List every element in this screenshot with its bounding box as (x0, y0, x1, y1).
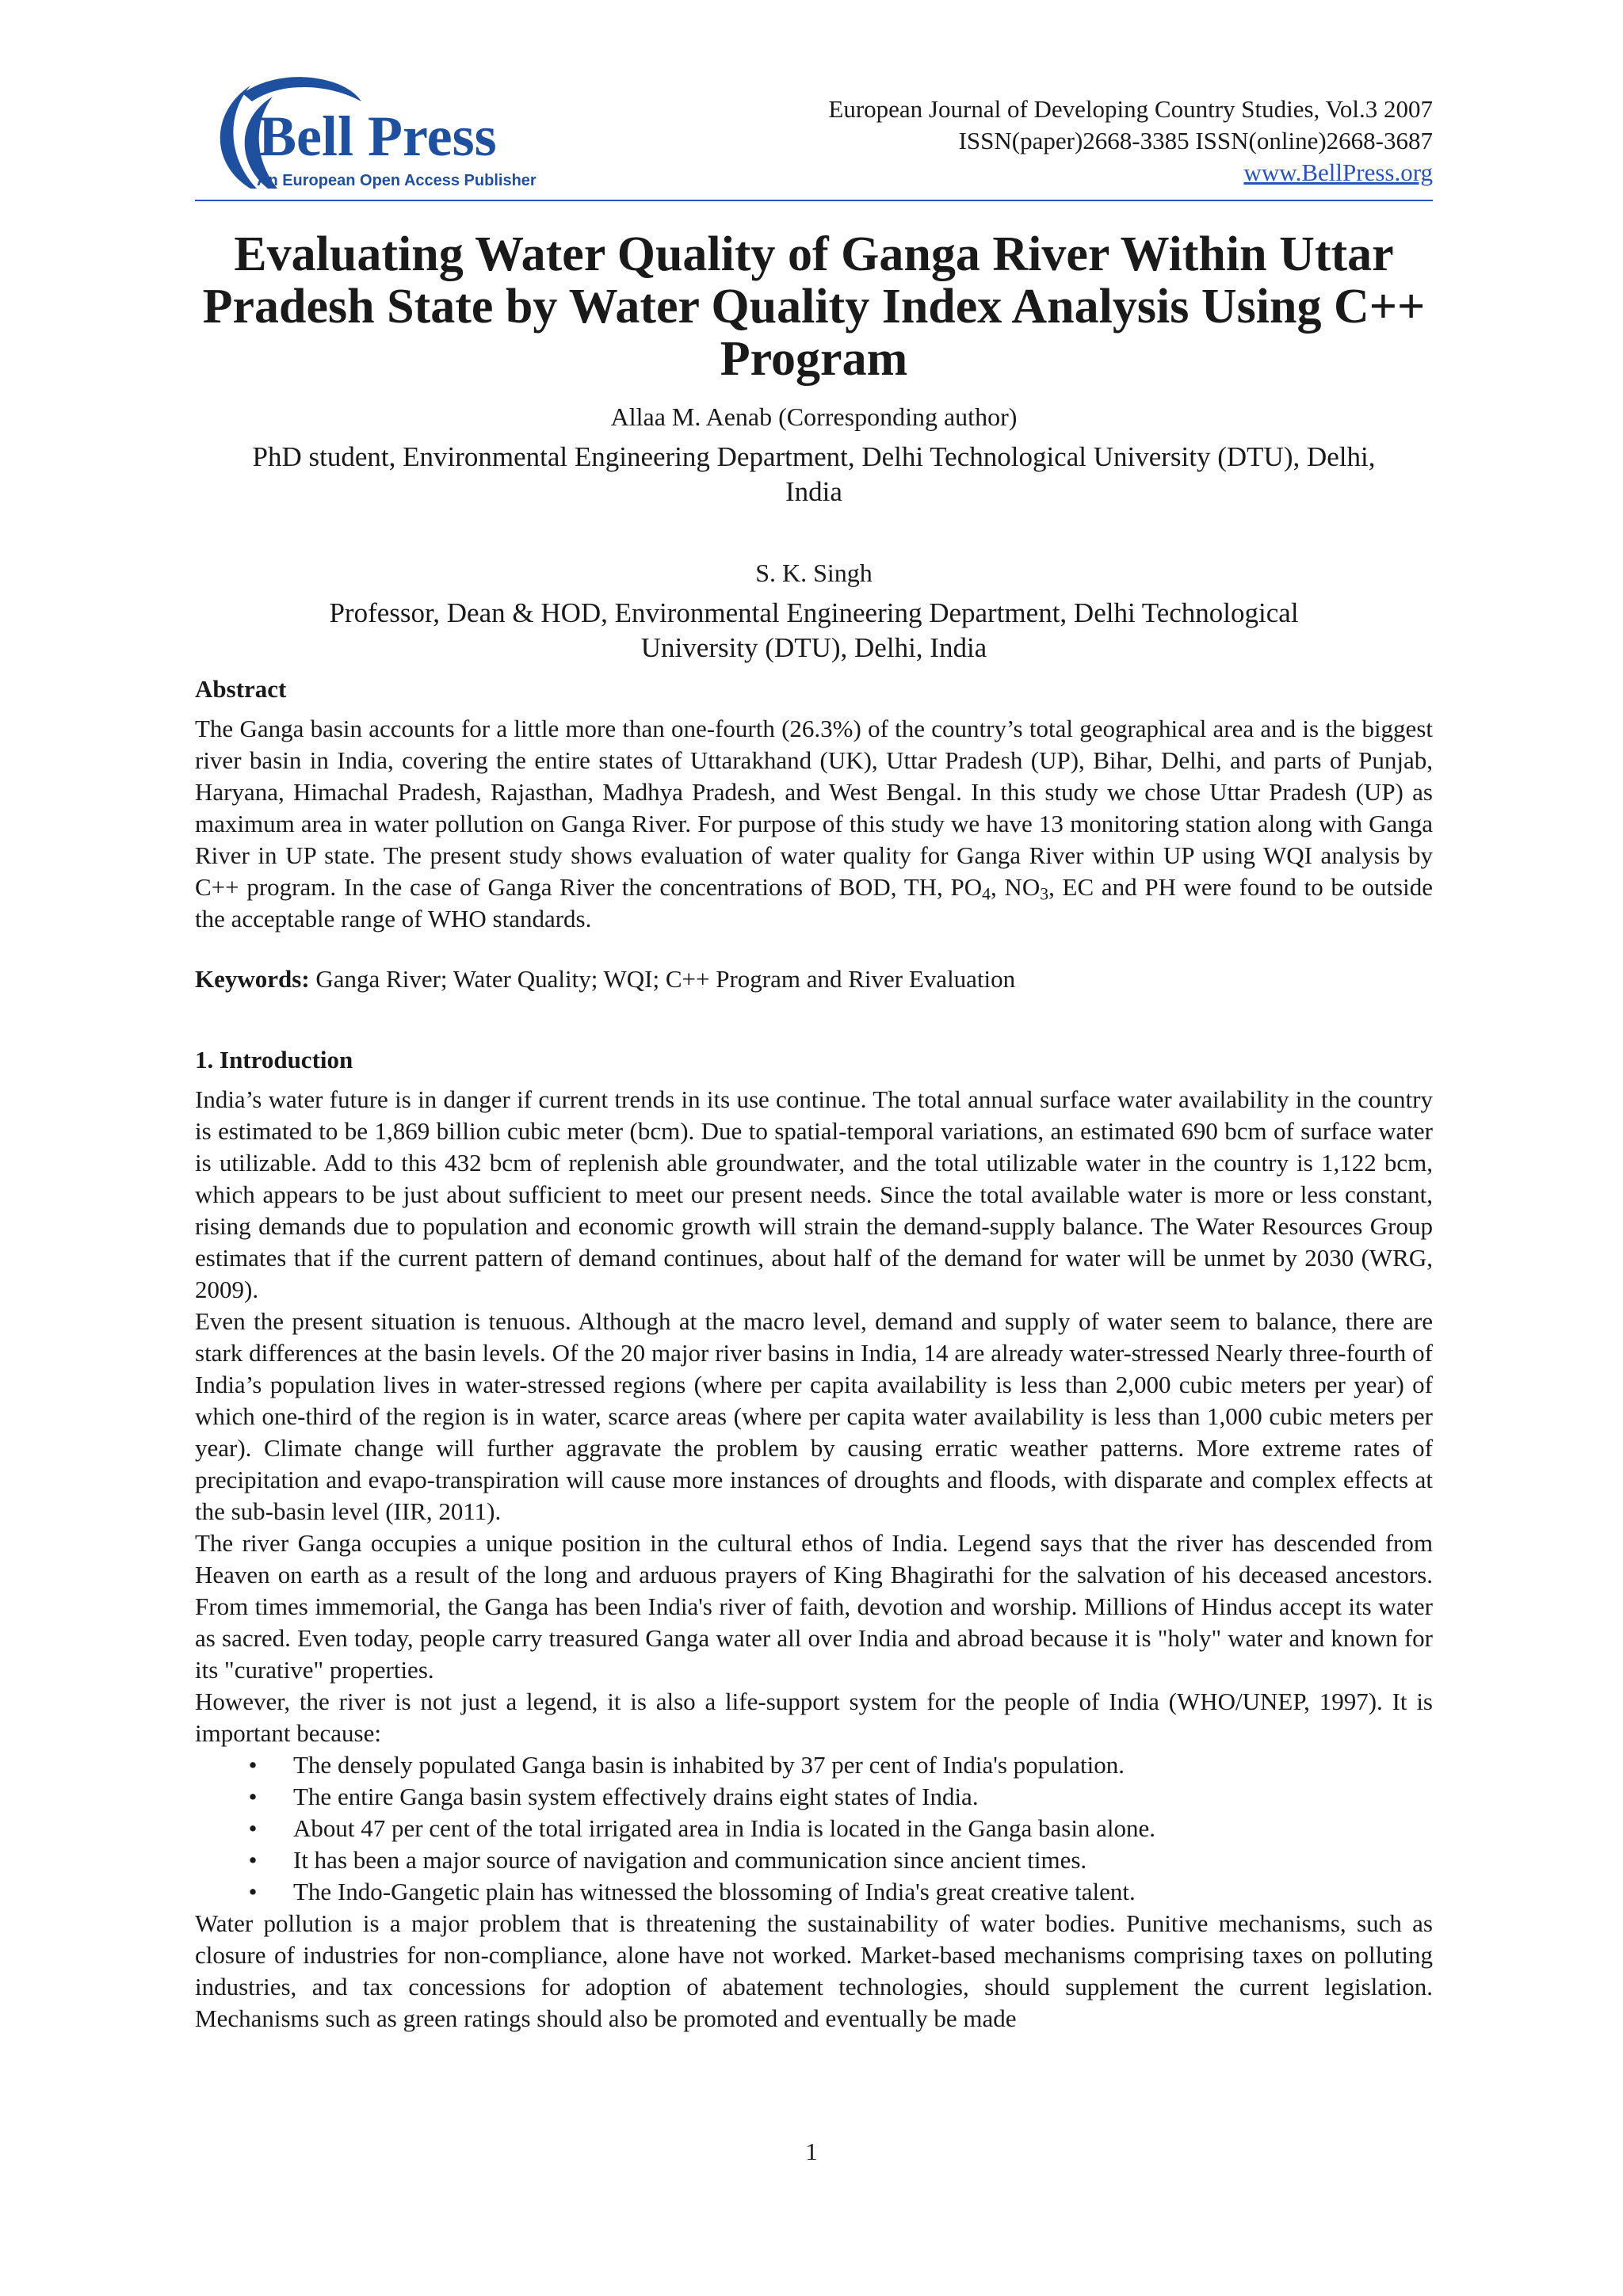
list-item-text: It has been a major source of navigation and communication since ancient times. (293, 1846, 1087, 1874)
affiliation-line: Professor, Dean & HOD, Environmental Engineering Department, Delhi Technological (329, 597, 1299, 628)
keywords-text: Ganga River; Water Quality; WQI; C++ Program and River Evaluation (309, 965, 1016, 993)
logo-tagline: An European Open Access Publisher (257, 172, 537, 189)
keywords-label: Keywords: (195, 965, 310, 993)
author-1: Allaa M. Aenab (Corresponding author) (610, 402, 1018, 431)
list-item (195, 1844, 1433, 1876)
title-line: Evaluating Water Quality of Ganga River Within Uttar (234, 227, 1394, 281)
intro-closing-paragraph: Water pollution is a major problem that is threatening the sustainability of water bodies. Punitive mechanisms, such as closure of industries for non-compliance, alone have not worked. Market-based mechanisms comprising taxes on polluting industries, and tax concessions for adoption of abatement technologies, should supplement the current legislation. Mechanisms such as green ratings should also be promoted and eventually be made (195, 1909, 1433, 2032)
affiliation-2 (195, 596, 1433, 666)
bullet-icon: • (248, 1846, 258, 1874)
list-item-text: About 47 per cent of the total irrigated area in India is located in the Ganga basin alone. (293, 1814, 1156, 1842)
journal-info (828, 93, 1433, 189)
subscript: 3 (1040, 884, 1049, 904)
paper-title (195, 228, 1433, 385)
list-item (195, 1749, 1433, 1781)
title-line: Pradesh State by Water Quality Index Analysis Using C++ (202, 280, 1426, 334)
intro-paragraph: India’s water future is in danger if current trends in its use continue. The total annual surface water availability in the country is estimated to be 1,869 billion cubic meter (bcm). Due to spatial-temporal variations, an estimated 690 bcm of surface water is utilizable. Add to this 432 bcm of replenish able groundwater, and the total utilizable water in the country is 1,122 bcm, which appears to be just about sufficient to meet our present needs. Since the total available water is more or less constant, rising demands due to population and economic growth will strain the demand-supply balance. The Water Resources Group estimates that if the current pattern of demand continues, about half of the demand for water will be unmet by 2030 (WRG, 2009). (195, 1085, 1433, 1303)
affiliation-line: University (DTU), Delhi, India (640, 632, 987, 663)
list-item (195, 1813, 1433, 1844)
importance-list (195, 1749, 1433, 1908)
list-item-text: The Indo-Gangetic plain has witnessed the blossoming of India's great creative talent. (293, 1878, 1136, 1905)
abstract-text-end: , EC and PH were found to be outside the acceptable range of WHO standards. (195, 873, 1433, 933)
list-item-text: The densely populated Ganga basin is inhabited by 37 per cent of India's population. (293, 1751, 1125, 1779)
logo-name: Bell Press (258, 105, 497, 168)
header-divider (195, 200, 1433, 201)
keywords (195, 963, 1433, 995)
bullet-icon: • (248, 1814, 258, 1842)
bell-press-logo (195, 70, 575, 204)
paper-body (195, 673, 1433, 2035)
journal-issn: ISSN(paper)2668-3385 ISSN(online)2668-3687 (958, 127, 1433, 154)
intro-paragraph: However, the river is not just a legend, it is also a life-support system for the people of India (WHO/UNEP, 1997). It is important because: (195, 1688, 1433, 1747)
list-item (195, 1781, 1433, 1813)
affiliation-line: PhD student, Environmental Engineering Department, Delhi Technological University (DTU), Delhi, (252, 441, 1376, 472)
page-number: 1 (805, 2138, 818, 2165)
author-2: S. K. Singh (755, 559, 873, 587)
affiliation-line: India (785, 476, 842, 507)
title-line: Program (720, 332, 908, 386)
subscript: 4 (982, 884, 991, 904)
bullet-icon: • (248, 1783, 258, 1810)
affiliation-1 (195, 440, 1433, 509)
abstract-heading: Abstract (195, 675, 287, 703)
introduction-heading: 1. Introduction (195, 1046, 353, 1074)
abstract-text (195, 713, 1433, 935)
journal-url-link[interactable]: www.BellPress.org (1243, 158, 1433, 186)
bullet-icon: • (248, 1878, 258, 1905)
journal-title: European Journal of Developing Country Studies, Vol.3 2007 (828, 95, 1433, 123)
abstract-text-main: The Ganga basin accounts for a little more than one-fourth (26.3%) of the country’s total geographical area and is the biggest river basin in India, covering the entire states of Uttarakhand (UK), Uttar Pradesh (UP), Bihar, Delhi, and parts of Punjab, Haryana, Himachal Pradesh, Rajasthan, Madhya Pradesh, and West Bengal. In this study we chose Uttar Pradesh (UP) as maximum area in water pollution on Ganga River. For purpose of this study we have 13 monitoring station along with Ganga River in UP state. The present study shows evaluation of water quality for Ganga River within UP using WQI analysis by C++ program. In the case of Ganga River the concentrations of BOD, TH, PO (195, 715, 1433, 901)
bullet-icon: • (248, 1751, 258, 1779)
intro-paragraph: Even the present situation is tenuous. Although at the macro level, demand and supply of water seem to balance, there are stark differences at the basin levels. Of the 20 major river basins in India, 14 are already water-stressed Nearly three-fourth of India’s population lives in water-stressed regions (where per capita availability is less than 2,000 cubic meters per year) of which one-third of the region is in water, scarce areas (where per capita water availability is less than 1,000 cubic meters per year). Climate change will further aggravate the problem by causing erratic weather patterns. More extreme rates of precipitation and evapo-transpiration will cause more instances of droughts and floods, with disparate and complex effects at the sub-basin level (IIR, 2011). (195, 1307, 1433, 1525)
intro-paragraph: The river Ganga occupies a unique position in the cultural ethos of India. Legend says that the river has descended from Heaven on earth as a result of the long and arduous prayers of King Bhagirathi for the salvation of his deceased ancestors. From times immemorial, the Ganga has been India's river of faith, devotion and worship. Millions of Hindus accept its water as sacred. Even today, people carry treasured Ganga water all over India and abroad because it is "holy" water and known for its "curative" properties. (195, 1529, 1433, 1684)
list-item-text: The entire Ganga basin system effectively drains eight states of India. (293, 1783, 979, 1810)
list-item (195, 1876, 1433, 1908)
abstract-text-mid: , NO (990, 873, 1041, 901)
